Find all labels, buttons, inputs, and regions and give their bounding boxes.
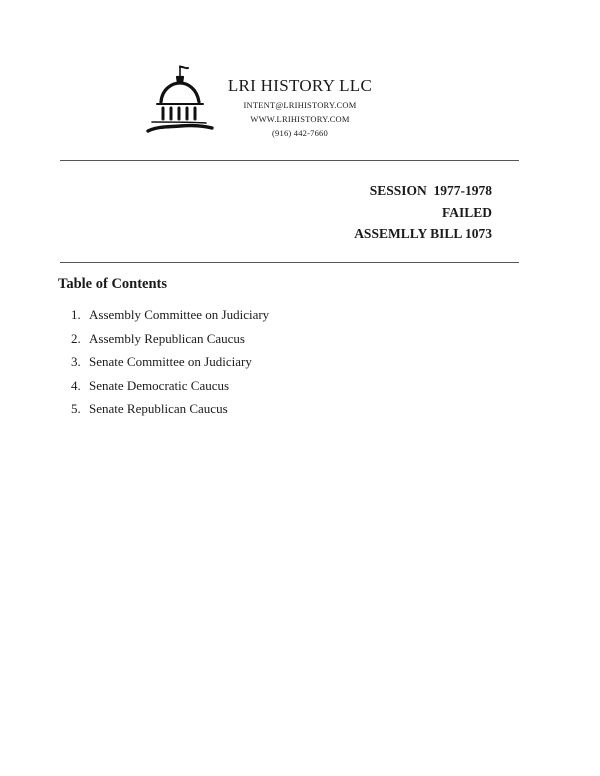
toc-item-number: 5.	[71, 401, 81, 416]
bottom-divider	[60, 262, 519, 263]
top-divider	[60, 160, 519, 161]
letterhead	[210, 76, 390, 138]
toc-item-number: 4.	[71, 377, 81, 393]
capitol-logo-icon	[146, 64, 214, 138]
toc-item	[71, 307, 269, 331]
session-label: SESSION 1977-1978	[369, 183, 492, 198]
toc-item-number: 3.	[71, 354, 81, 369]
toc-list	[71, 307, 269, 425]
toc-item	[71, 378, 269, 402]
toc-item	[71, 401, 269, 425]
toc-item	[71, 331, 269, 355]
toc-item-label: Assembly Republican Caucus	[89, 330, 245, 346]
company-email: INTENT@LRIHISTORY.COM	[243, 100, 357, 110]
toc-item-label: Senate Committee on Judiciary	[89, 354, 252, 369]
toc-item-label: Assembly Committee on Judiciary	[89, 307, 270, 322]
toc-item	[71, 354, 269, 378]
bill-label: ASSEMLLY BILL 1073	[354, 226, 492, 241]
toc-item-number: 1.	[71, 307, 81, 322]
toc-item-label: Senate Republican Caucus	[89, 401, 228, 416]
company-name: LRI HISTORY LLC	[227, 76, 373, 95]
toc-item-label: Senate Democratic Caucus	[89, 377, 230, 393]
status-label: FAILED	[441, 204, 492, 220]
company-website: WWW.LRIHISTORY.COM	[250, 114, 350, 124]
toc-title: Table of Contents	[58, 276, 168, 292]
company-phone: (916) 442-7660	[272, 128, 328, 138]
toc-item-number: 2.	[71, 330, 81, 346]
bill-info	[354, 180, 492, 245]
